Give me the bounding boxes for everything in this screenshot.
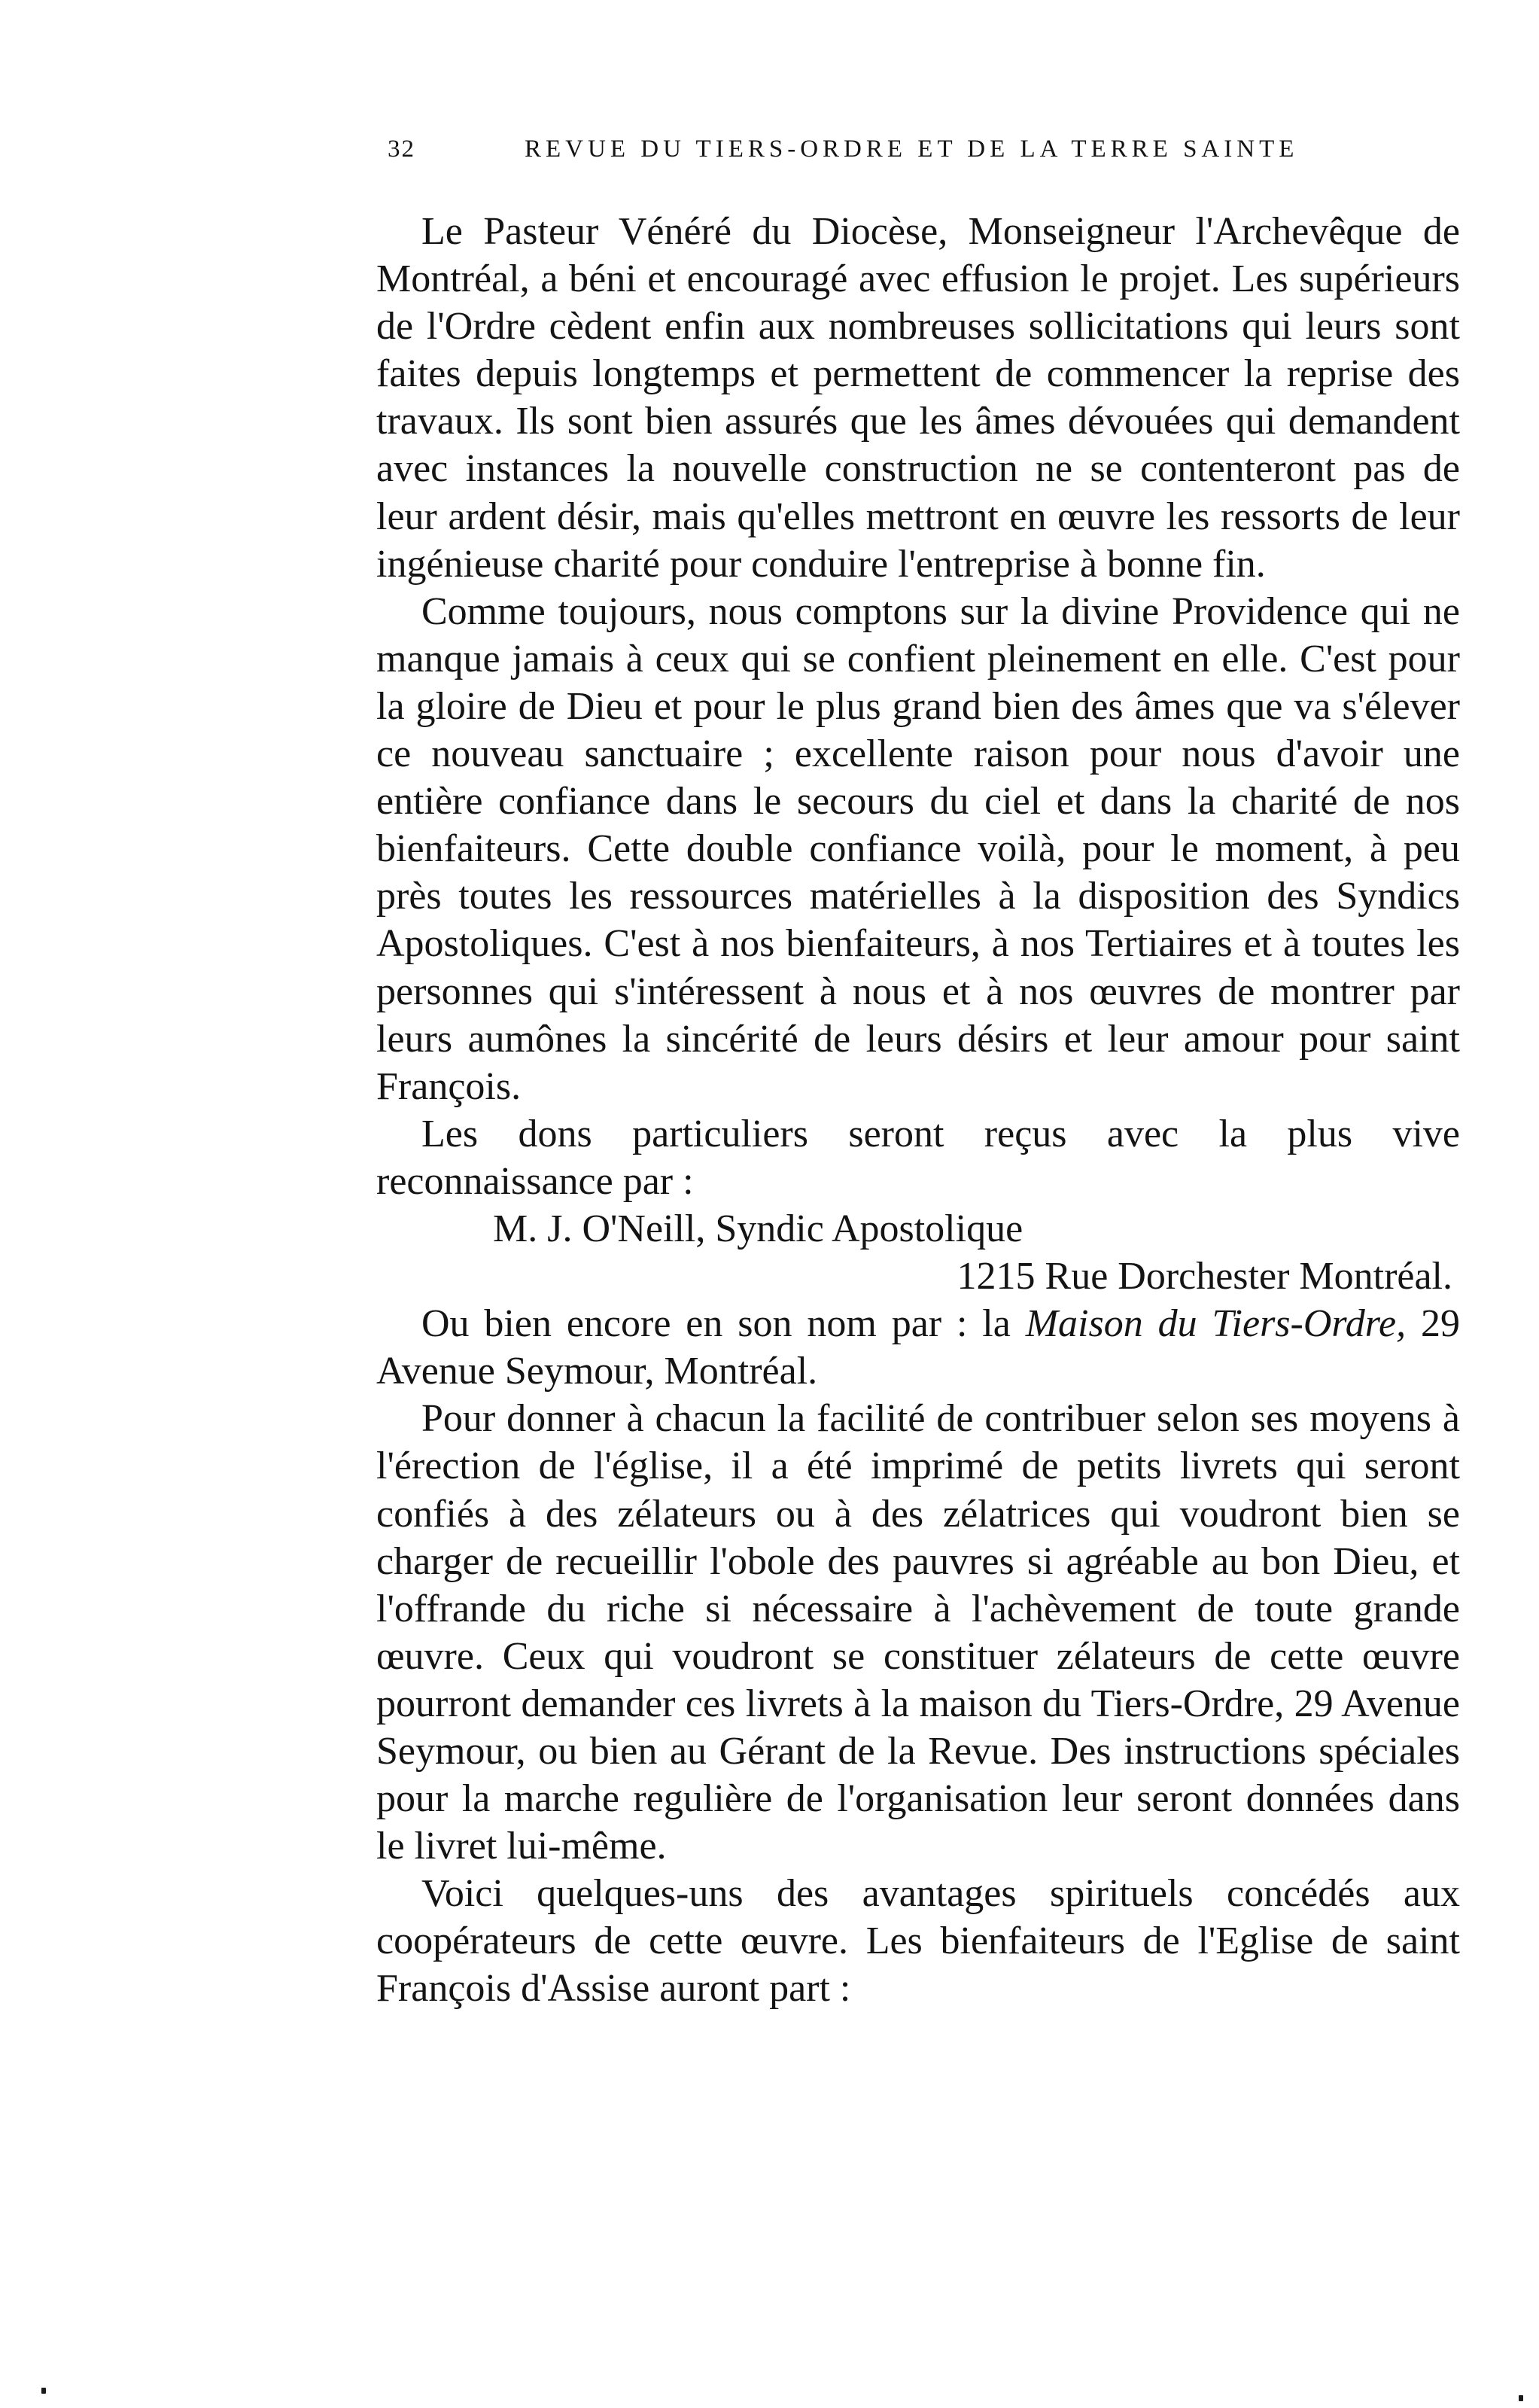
paragraph-spiritual-advantages: Voici quelques-uns des avantages spirituels concédés aux coopérateurs de cette œuvre. Les bienfaiteurs de l'Eglise de saint François d'Assise auront part : xyxy=(376,1872,1460,2011)
scan-speck-right xyxy=(1519,2395,1523,2401)
paragraph-booklets: Pour donner à chacun la facilité de contribuer selon ses moyens à l'érection de l'église, il a été imprimé de petits livrets qui seront confiés à des zélateurs ou à des zélatrices qui voudront bien se charger de recueillir l'obole des pauvres si agréable au bon Dieu, et l'offrande du riche si nécessaire à l'achèvement de toute grande œuvre. Ceux qui voudront se constituer zélateurs de cette œuvre pourront demander ces livrets à la maison du Tiers-Ordre, 29 Avenue Seymour, ou bien au Gérant de la Revue. Des instructions spéciales pour la marche regulière de l'organisation leur seront données dans le livret lui-même. xyxy=(376,1397,1460,1868)
page-header xyxy=(388,135,1471,181)
running-title: REVUE DU TIERS-ORDRE ET DE LA TERRE SAINTE xyxy=(525,135,1299,163)
alt-address-suffix: 29 Avenue Seymour, Montréal. xyxy=(376,1302,1460,1393)
page-number: 32 xyxy=(388,135,415,163)
body-text xyxy=(376,208,1460,2013)
paragraph-project-blessing: Le Pasteur Vénéré du Diocèse, Monseigneur l'Archevêque de Montréal, a béni et encouragé avec effusion le projet. Les supérieurs de l'Ordre cèdent enfin aux nombreuses sollicitations qui leurs sont faites depuis longtemps et permettent de commencer la reprise des travaux. Ils sont bien assurés que les âmes dévouées qui demandent avec instances la nouvelle construction ne se contenteront pas de leur ardent désir, mais qu'elles mettront en œuvre les ressorts de leur ingénieuse charité pour conduire l'entreprise à bonne fin. xyxy=(376,210,1460,586)
paragraph-donations: Les dons particuliers seront reçus avec la plus vive reconnaissance par : xyxy=(376,1112,1460,1203)
paragraph-providence: Comme toujours, nous comptons sur la divine Providence qui ne manque jamais à ceux qui se confient pleinement en elle. C'est pour la gloire de Dieu et pour le plus grand bien des âmes que va s'élever ce nouveau sanctuaire ; excellente raison pour nous d'avoir une entière confiance dans le secours du ciel et dans la charité de nos bienfaiteurs. Cette double confiance voilà, pour le moment, à peu près toutes les ressources matérielles à la disposition des Syndics Apostoliques. C'est à nos bienfaiteurs, à nos Tertiaires et à toutes les personnes qui s'intéressent à nous et à nos œuvres de montrer par leurs aumônes la sincérité de leurs désirs et leur amour pour saint François. xyxy=(376,589,1460,1108)
address-line-street: 1215 Rue Dorchester Montréal. xyxy=(957,1255,1452,1298)
paragraph-alternate-address xyxy=(376,1300,1460,1395)
alt-address-prefix: Ou bien encore en son nom par : la xyxy=(421,1302,1026,1346)
scan-speck-left xyxy=(41,2388,46,2394)
address-line-syndic: M. J. O'Neill, Syndic Apostolique xyxy=(493,1207,1023,1250)
alt-address-name: Maison du Tiers-Ordre, xyxy=(1025,1302,1407,1346)
